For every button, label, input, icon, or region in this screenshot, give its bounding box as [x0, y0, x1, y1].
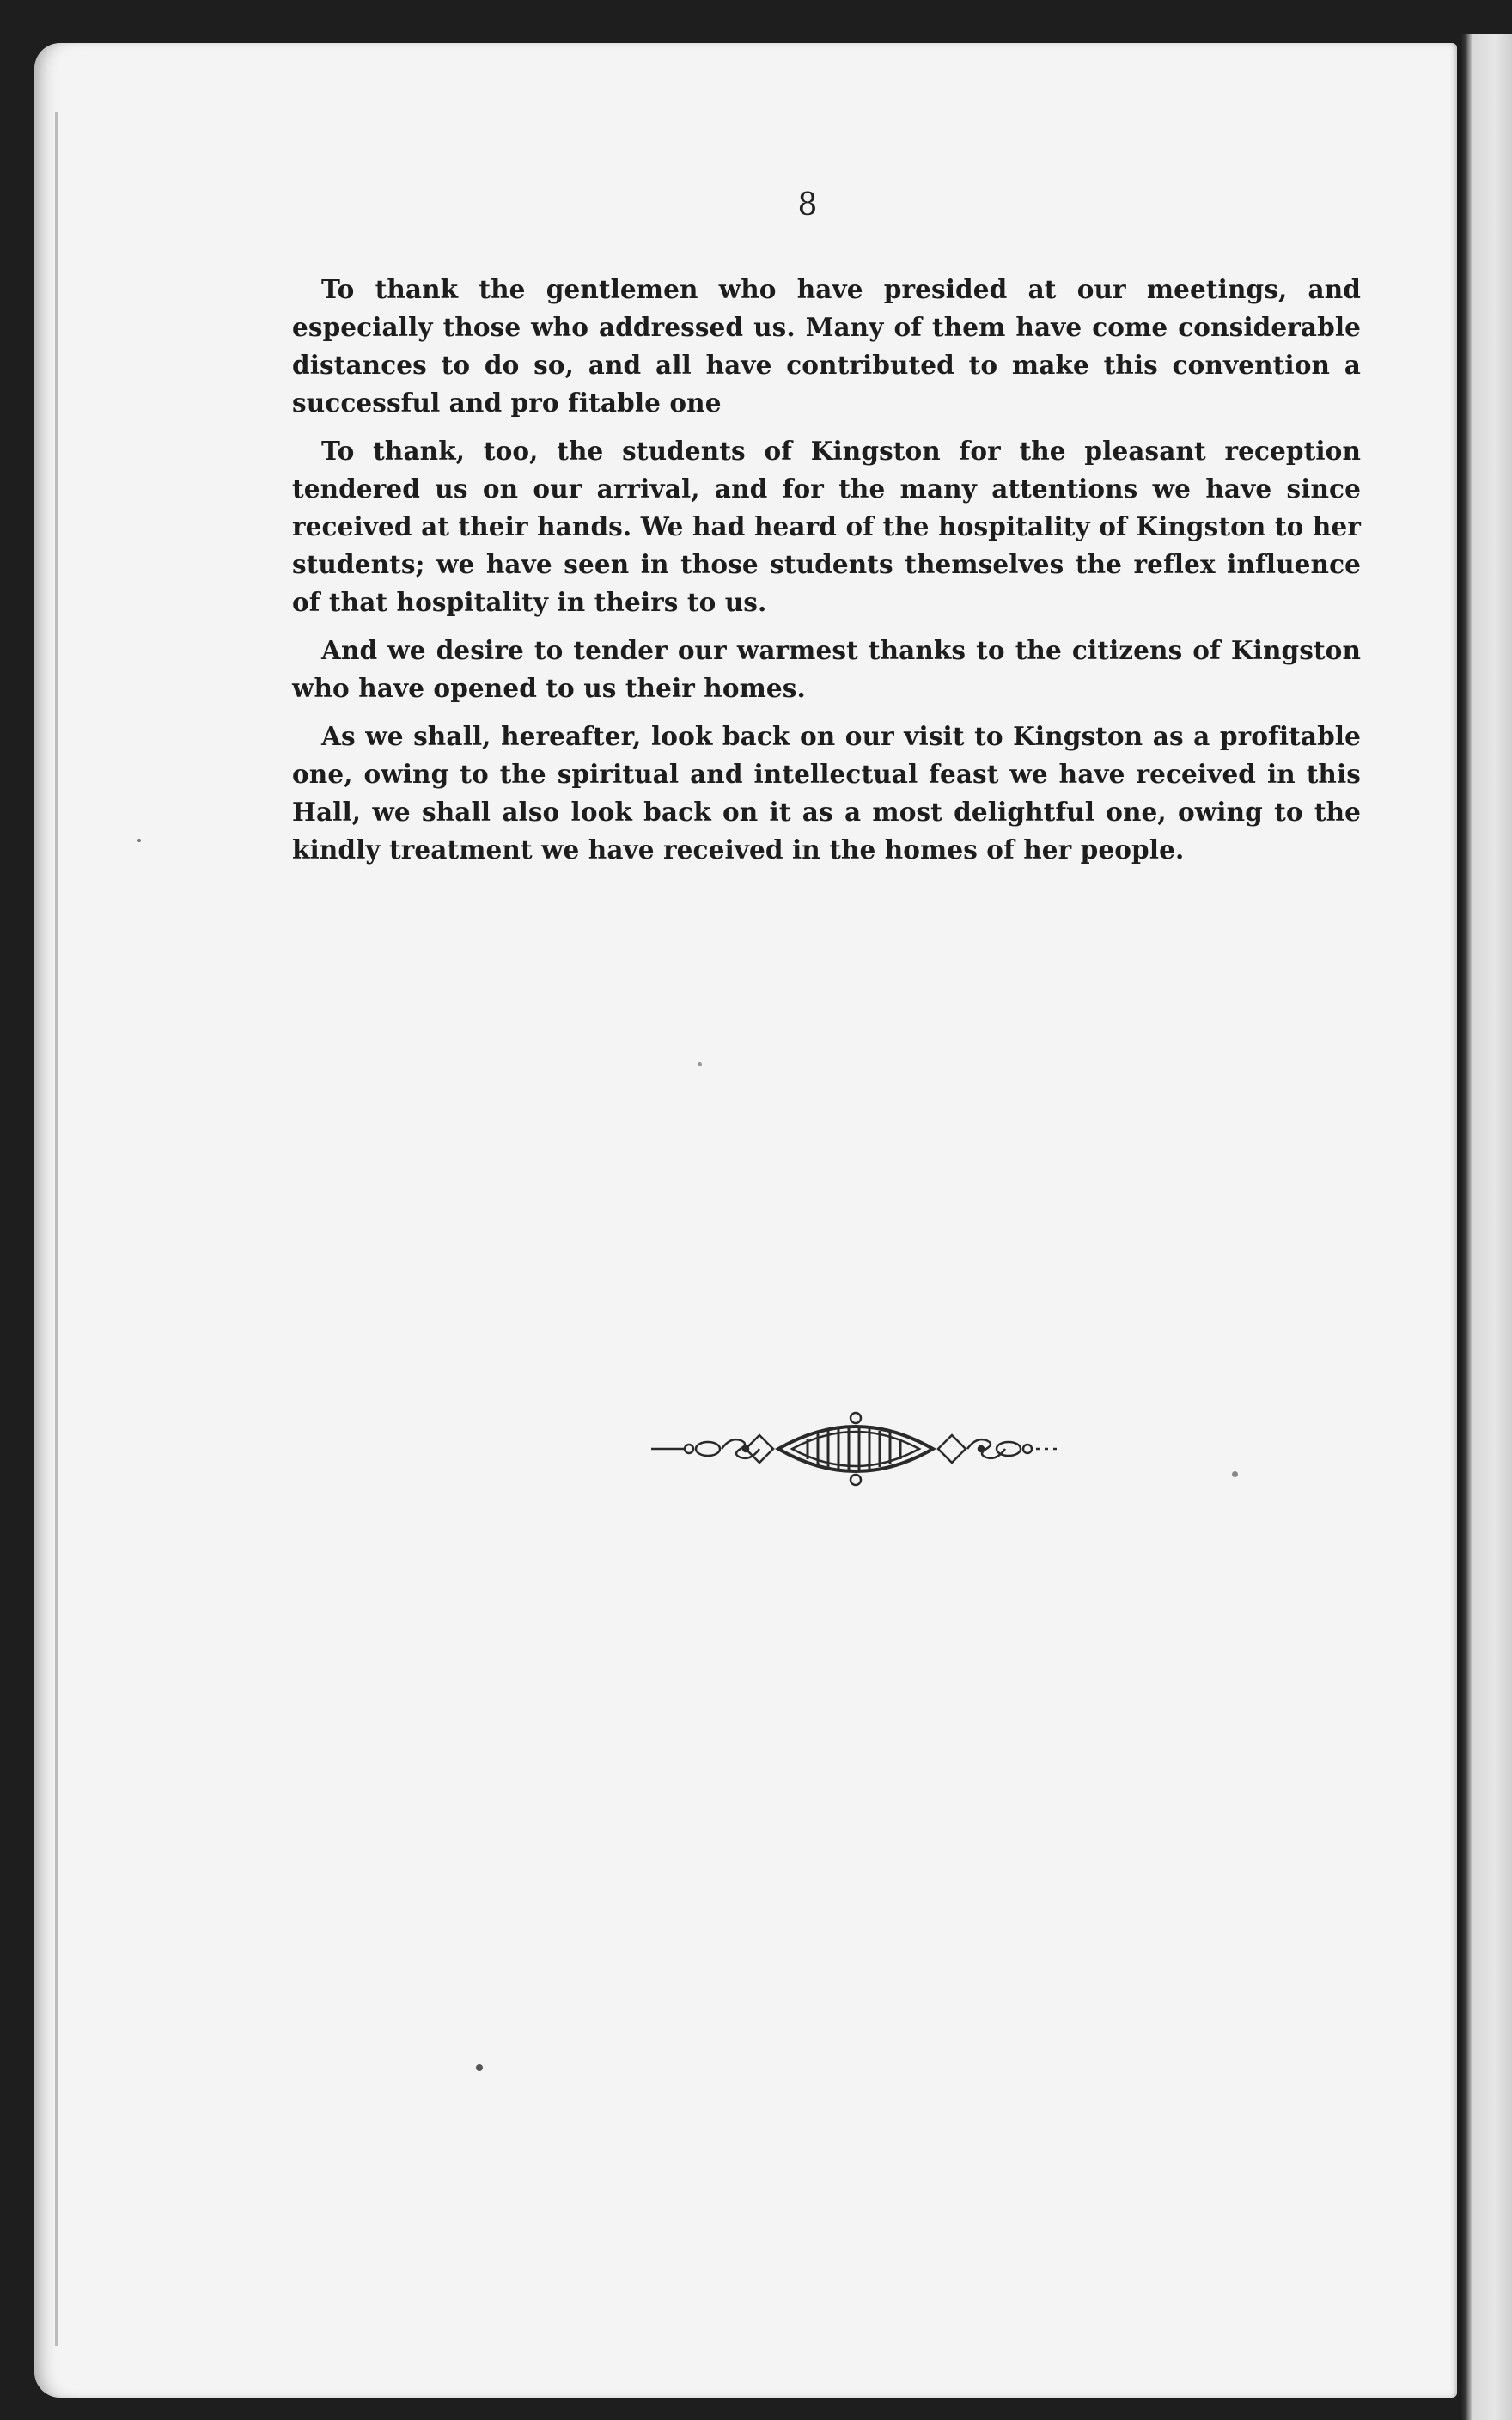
adjacent-page-edge	[1460, 34, 1512, 2420]
paragraph-thanks-citizens: And we desire to tender our warmest thanks to the citizens of Kingston who have opened to us their homes.	[292, 635, 1361, 703]
gutter-line	[55, 112, 58, 2346]
paragraph-thanks-gentlemen: To thank the gentlemen who have presided at our meetings, and especially those who addressed us. Many of them have come considerable distances to do so, and all have contributed to make this convention a successful and pro fitable one	[292, 274, 1361, 418]
page-number: 8	[797, 187, 818, 223]
paper-speck	[698, 1062, 702, 1066]
paragraph-thanks-students: To thank, too, the students of Kingston for the pleasant reception tendered us on our arrival, and for the many attentions we have since received at their hands. We had heard of the hospitality of Kingston to her students; we have seen in those students themselves the reflex influence of that hospitality in theirs to us.	[292, 436, 1361, 617]
paper-speck	[1232, 1471, 1238, 1477]
paper-speck	[476, 2064, 483, 2071]
decorative-tailpiece-icon	[649, 1409, 1062, 1488]
body-text	[292, 271, 1361, 879]
paragraph-closing: As we shall, hereafter, look back on our visit to Kingston as a profitable one, owing to the spiritual and intellectual feast we have received in this Hall, we shall also look back on it as a most delightful one, owing to the kindly treatment we have received in the homes of her people.	[292, 721, 1361, 865]
paper-speck	[137, 839, 141, 842]
